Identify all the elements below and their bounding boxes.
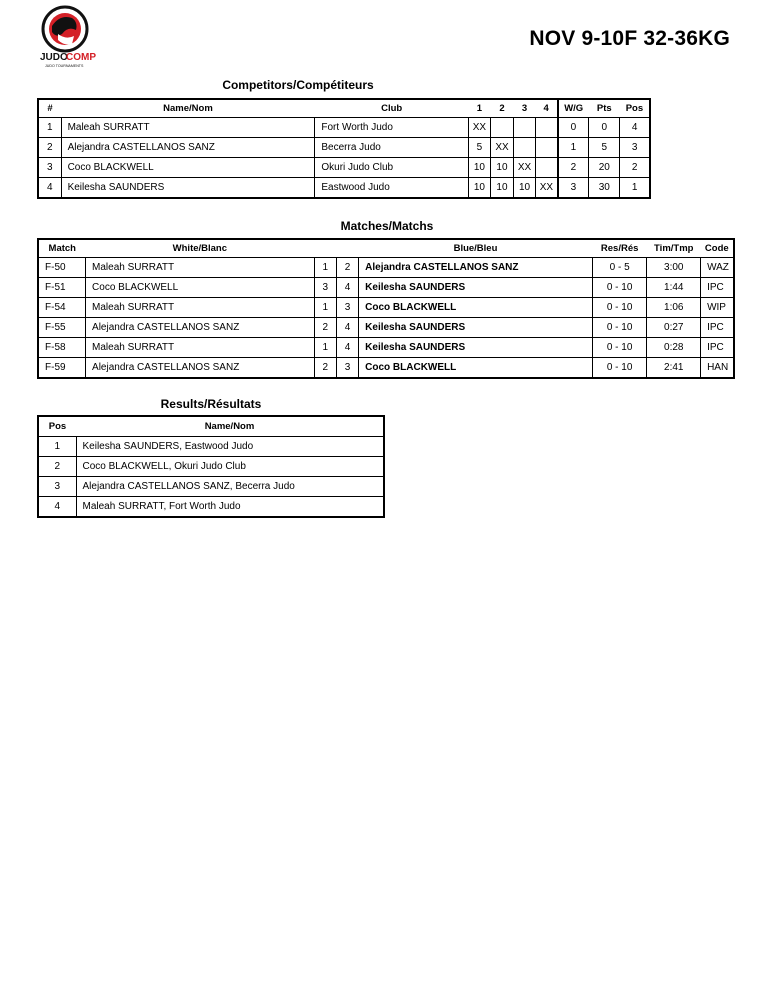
match-result: 0 - 5 [592,258,647,278]
col-wins: W/G [558,99,589,118]
competitor-name: Keilesha SAUNDERS [61,178,315,199]
round-score [490,118,513,138]
logo-subtext: JUDO TOURNAMENTS [45,64,84,68]
match-result: 0 - 10 [592,358,647,379]
matches-heading: Matches/Matchs [340,219,434,233]
col-white: White/Blanc [86,239,315,258]
result-pos: 3 [38,477,76,497]
wins: 1 [558,138,589,158]
match-id: F-51 [38,278,86,298]
blue-competitor: Keilesha SAUNDERS [359,338,593,358]
match-code: IPC [701,318,734,338]
match-code: IPC [701,338,734,358]
match-code: WAZ [701,258,734,278]
position: 3 [620,138,650,158]
match-time: 1:44 [647,278,701,298]
round-score: XX [490,138,513,158]
round-score: 10 [468,178,490,199]
table-row [38,278,734,298]
round-score [514,118,536,138]
points: 30 [589,178,620,199]
blue-number: 4 [336,278,358,298]
points: 20 [589,158,620,178]
round-score: 5 [468,138,490,158]
col-match: Match [38,239,86,258]
logo-wordmark-comp: COMP [66,52,96,63]
table-row [38,118,650,138]
logo-wordmark-judo: JUDO [40,52,68,63]
result-pos: 2 [38,457,76,477]
result-name: Keilesha SAUNDERS, Eastwood Judo [76,437,384,457]
round-score: XX [536,178,558,199]
table-row [38,497,384,518]
blue-number: 2 [336,258,358,278]
white-competitor: Maleah SURRATT [86,258,315,278]
table-row [38,457,384,477]
col-name: Name/Nom [76,416,384,437]
match-time: 1:06 [647,298,701,318]
col-pts: Pts [589,99,620,118]
matches-table [37,238,735,379]
competitor-club: Okuri Judo Club [315,158,469,178]
table-row [38,138,650,158]
round-score: 10 [490,178,513,199]
table-row [38,437,384,457]
match-id: F-54 [38,298,86,318]
col-blue: Blue/Bleu [359,239,593,258]
wins: 0 [558,118,589,138]
table-row [38,178,650,199]
white-competitor: Coco BLACKWELL [86,278,315,298]
col-r3: 3 [514,99,536,118]
round-score: 10 [514,178,536,199]
competitor-club: Becerra Judo [315,138,469,158]
col-result: Res/Rés [592,239,647,258]
wins: 2 [558,158,589,178]
results-header-row [38,416,384,437]
round-score: XX [468,118,490,138]
results-table [37,415,385,518]
col-num: # [38,99,61,118]
blue-competitor: Keilesha SAUNDERS [359,318,593,338]
points: 5 [589,138,620,158]
round-score: 10 [468,158,490,178]
competitor-num: 3 [38,158,61,178]
result-pos: 1 [38,437,76,457]
col-pos: Pos [38,416,76,437]
competitors-header-row [38,99,650,118]
match-result: 0 - 10 [592,278,647,298]
match-time: 0:28 [647,338,701,358]
match-result: 0 - 10 [592,318,647,338]
points: 0 [589,118,620,138]
round-score: 10 [490,158,513,178]
match-id: F-55 [38,318,86,338]
match-time: 3:00 [647,258,701,278]
white-number: 1 [314,258,336,278]
position: 1 [620,178,650,199]
blue-number: 3 [336,298,358,318]
competitor-name: Maleah SURRATT [61,118,315,138]
round-score [536,138,558,158]
competitor-name: Coco BLACKWELL [61,158,315,178]
competitors-heading: Competitors/Compétiteurs [222,78,374,92]
white-competitor: Alejandra CASTELLANOS SANZ [86,358,315,379]
white-number: 3 [314,278,336,298]
competitor-num: 1 [38,118,61,138]
blue-number: 4 [336,338,358,358]
match-time: 2:41 [647,358,701,379]
white-competitor: Maleah SURRATT [86,298,315,318]
round-score [536,118,558,138]
round-score [514,138,536,158]
match-id: F-59 [38,358,86,379]
table-row [38,298,734,318]
col-r2: 2 [490,99,513,118]
table-row [38,318,734,338]
wins: 3 [558,178,589,199]
blue-number: 3 [336,358,358,379]
white-competitor: Maleah SURRATT [86,338,315,358]
result-pos: 4 [38,497,76,518]
match-id: F-50 [38,258,86,278]
blue-competitor: Coco BLACKWELL [359,298,593,318]
page-title: NOV 9-10F 32-36KG [529,27,730,50]
col-time: Tim/Tmp [647,239,701,258]
match-time: 0:27 [647,318,701,338]
white-number: 2 [314,318,336,338]
col-r4: 4 [536,99,558,118]
competitor-club: Eastwood Judo [315,178,469,199]
position: 4 [620,118,650,138]
white-number: 1 [314,338,336,358]
round-score [536,158,558,178]
col-r1: 1 [468,99,490,118]
col-name: Name/Nom [61,99,315,118]
blue-competitor: Coco BLACKWELL [359,358,593,379]
competitor-num: 4 [38,178,61,199]
round-score: XX [514,158,536,178]
white-competitor: Alejandra CASTELLANOS SANZ [86,318,315,338]
table-row [38,338,734,358]
result-name: Alejandra CASTELLANOS SANZ, Becerra Judo [76,477,384,497]
blue-competitor: Alejandra CASTELLANOS SANZ [359,258,593,278]
table-row [38,158,650,178]
white-number: 2 [314,358,336,379]
competitor-name: Alejandra CASTELLANOS SANZ [61,138,315,158]
competitor-num: 2 [38,138,61,158]
match-code: HAN [701,358,734,379]
table-row [38,358,734,379]
competitor-club: Fort Worth Judo [315,118,469,138]
judocomp-logo [38,4,100,70]
result-name: Coco BLACKWELL, Okuri Judo Club [76,457,384,477]
match-code: WIP [701,298,734,318]
blue-competitor: Keilesha SAUNDERS [359,278,593,298]
match-result: 0 - 10 [592,338,647,358]
col-pos: Pos [620,99,650,118]
table-row [38,258,734,278]
match-result: 0 - 10 [592,298,647,318]
match-code: IPC [701,278,734,298]
blue-number: 4 [336,318,358,338]
results-heading: Results/Résultats [160,397,262,411]
match-id: F-58 [38,338,86,358]
table-row [38,477,384,497]
col-code: Code [701,239,734,258]
competitors-table [37,98,651,199]
result-name: Maleah SURRATT, Fort Worth Judo [76,497,384,518]
col-club: Club [315,99,469,118]
white-number: 1 [314,298,336,318]
position: 2 [620,158,650,178]
matches-header-row [38,239,734,258]
